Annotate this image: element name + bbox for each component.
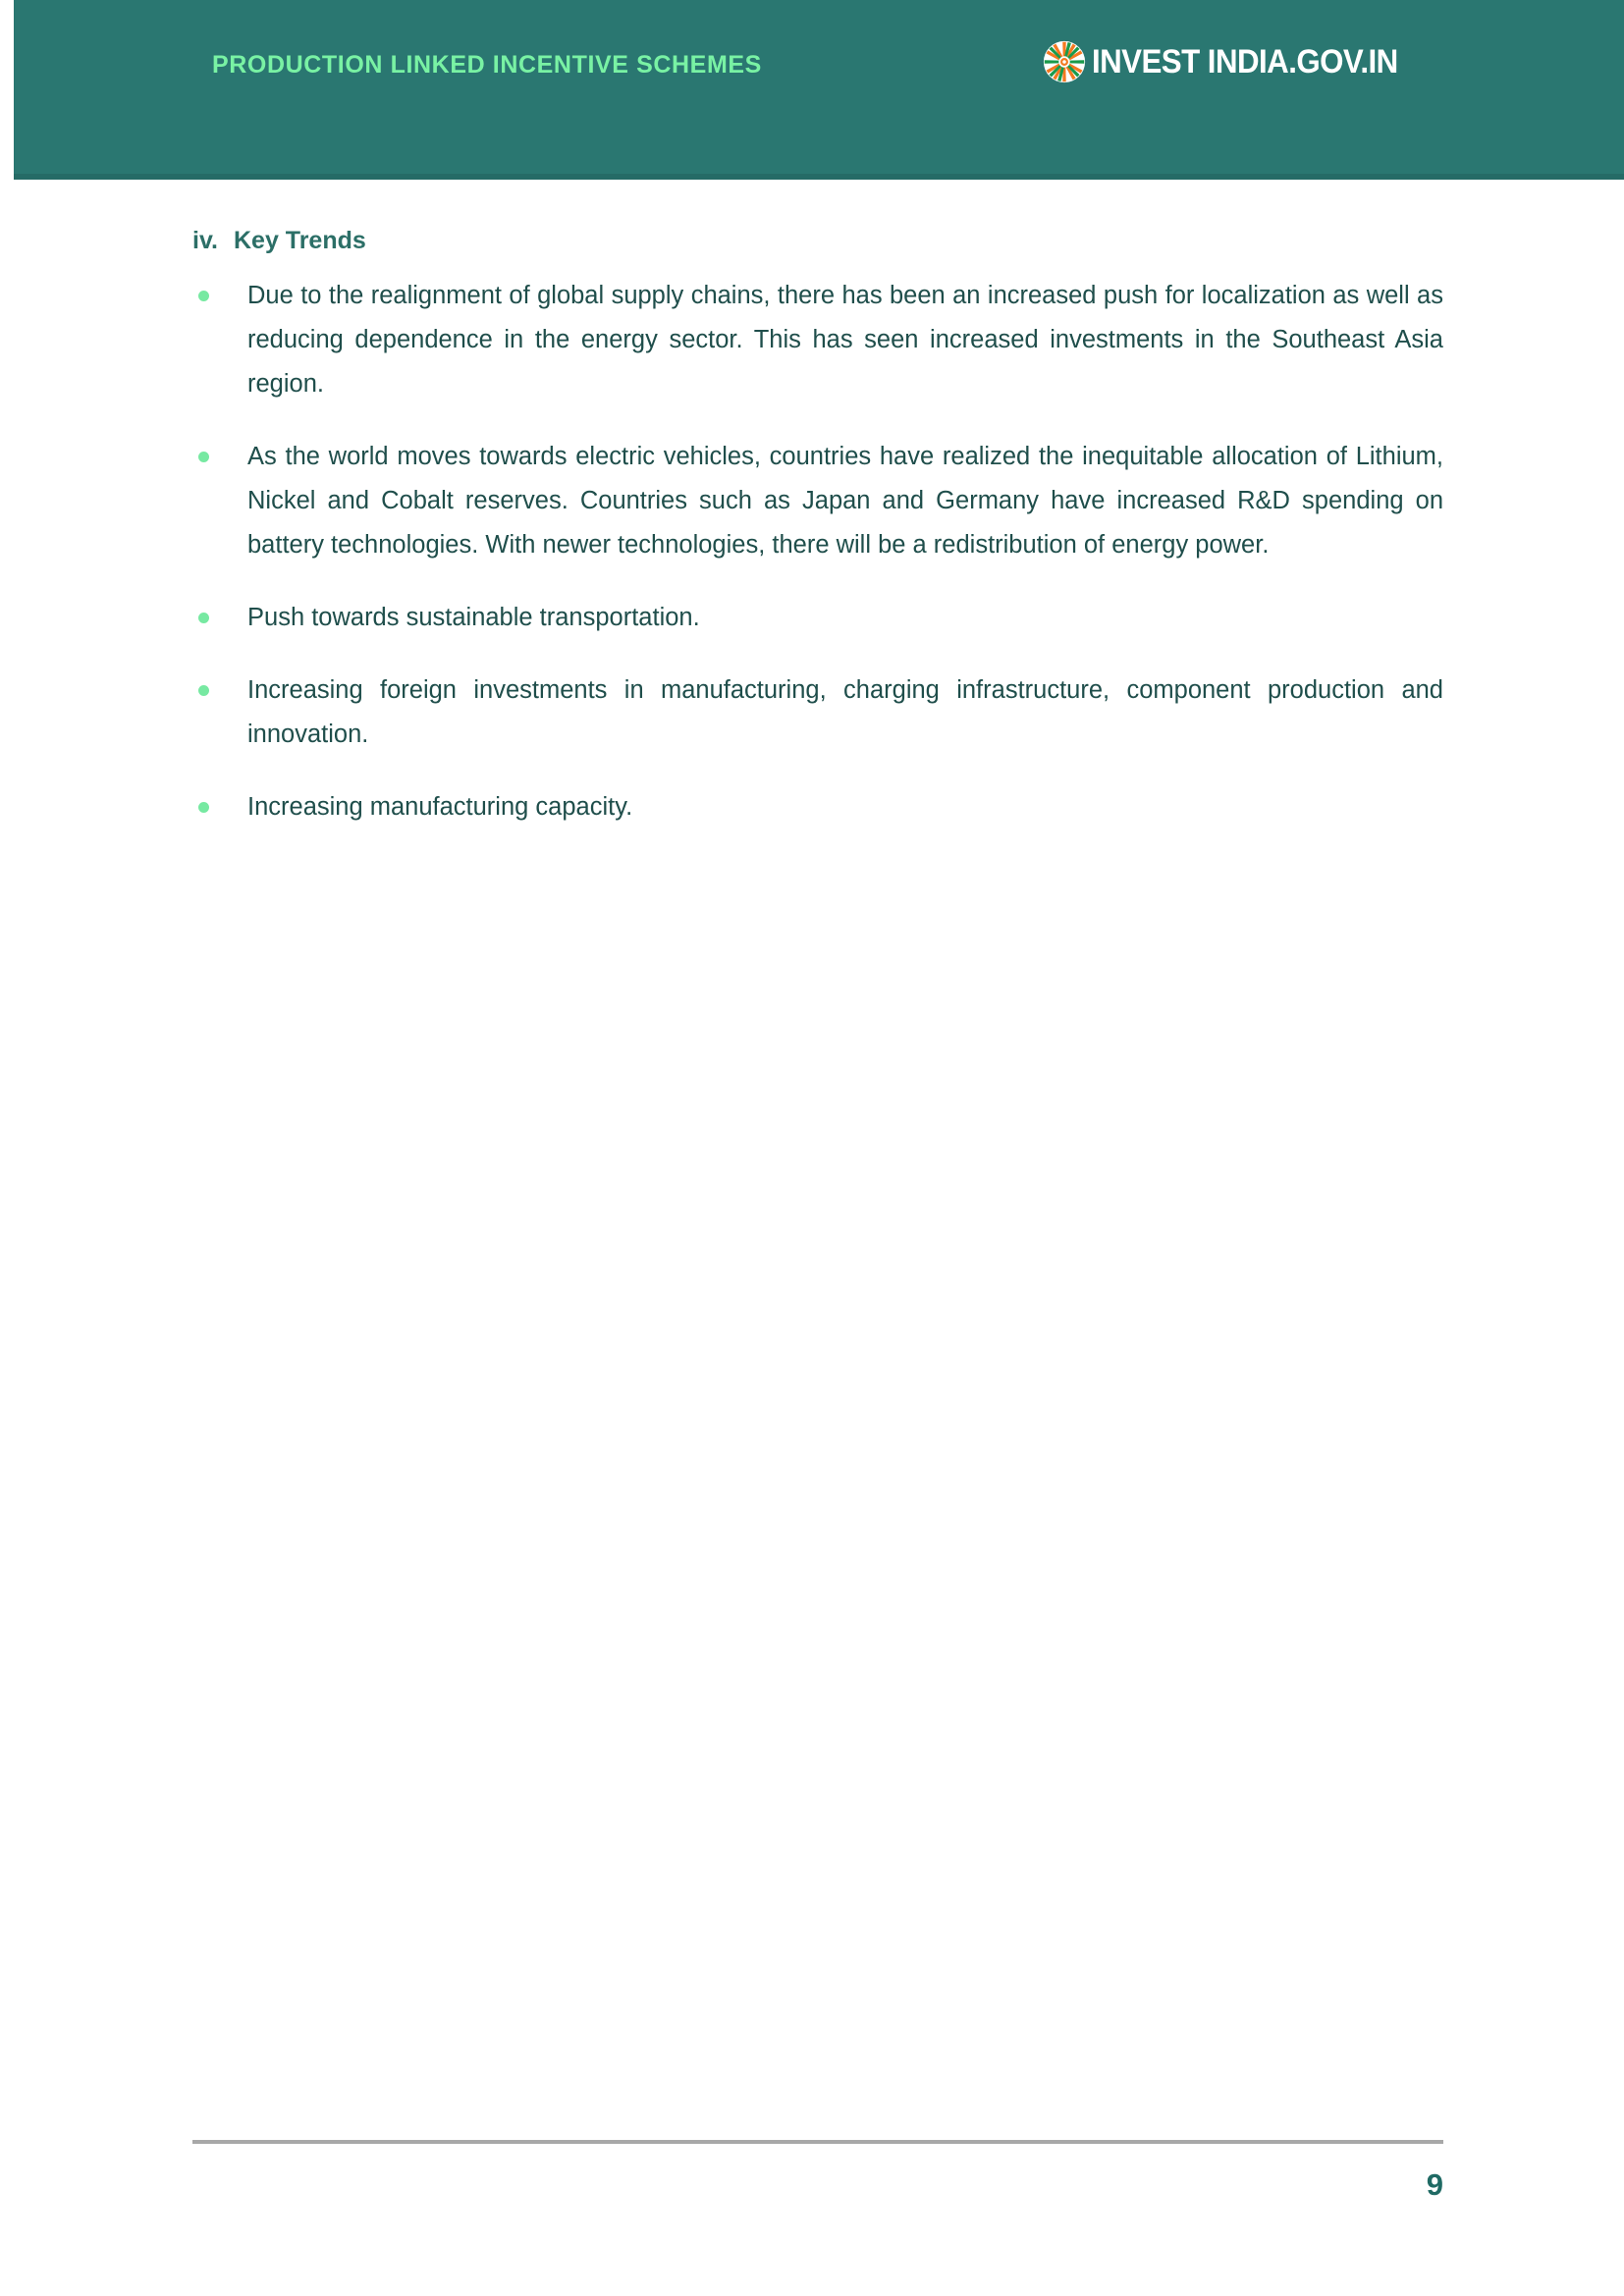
bullet-dot-icon (198, 685, 209, 696)
section-heading (192, 227, 366, 255)
chakra-emblem-icon (1043, 40, 1086, 83)
list-item-text: Due to the realignment of global supply chains, there has been an increased push for localization as well as reducing dependence in the energy sector. This has seen increased investments in the Southeast Asia region. (247, 282, 1443, 398)
page-footer (0, 2140, 1624, 2296)
list-item (192, 274, 1443, 406)
footer-divider (192, 2140, 1443, 2144)
page-header-band (14, 0, 1624, 180)
bullet-dot-icon (198, 802, 209, 813)
list-item (192, 785, 1443, 829)
section-heading-label: Key Trends (234, 227, 366, 254)
page-number: 9 (1426, 2167, 1443, 2202)
invest-india-logo (1043, 39, 1425, 84)
list-item-text: As the world moves towards electric vehicles, countries have realized the inequitable allocation of Lithium, Nickel and Cobalt reserves. Countries such as Japan and Germany have increased R&D spending on battery technologies. With newer technologies, there will be a redistribution of energy power. (247, 443, 1443, 559)
bullet-dot-icon (198, 291, 209, 301)
list-item-text: Increasing foreign investments in manufacturing, charging infrastructure, component production and innovation. (247, 676, 1443, 748)
section-numeral: iv. (192, 227, 218, 254)
header-inner (14, 0, 1624, 174)
list-item-text: Push towards sustainable transportation. (247, 604, 700, 631)
list-item (192, 596, 1443, 640)
bullet-dot-icon (198, 613, 209, 623)
key-trends-list (192, 274, 1443, 829)
header-title: PRODUCTION LINKED INCENTIVE SCHEMES (212, 51, 762, 79)
list-item-text: Increasing manufacturing capacity. (247, 793, 633, 821)
bullet-dot-icon (198, 452, 209, 462)
brand-wordmark: INVEST INDIA.GOV.IN (1092, 42, 1398, 80)
list-item (192, 668, 1443, 757)
list-item (192, 435, 1443, 567)
